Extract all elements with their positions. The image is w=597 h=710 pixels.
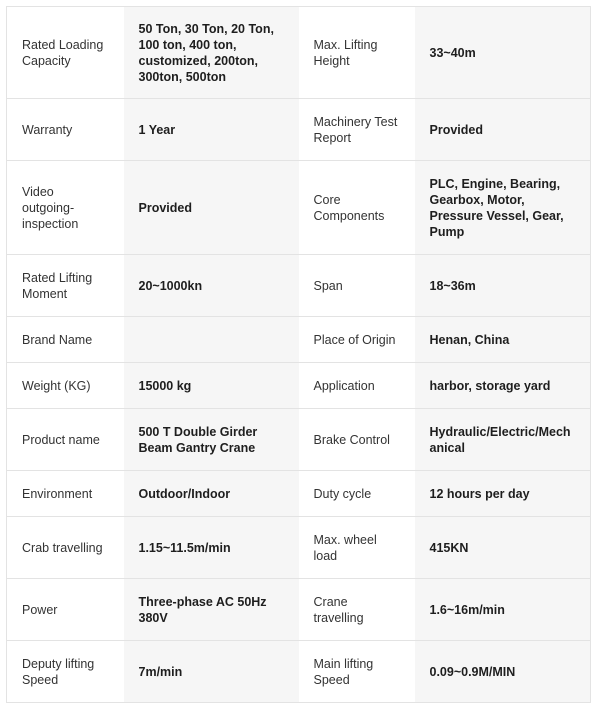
spec-label: Product name [7, 409, 124, 471]
spec-value: 33~40m [415, 7, 591, 99]
spec-value: harbor, storage yard [415, 363, 591, 409]
spec-label: Span [299, 255, 415, 317]
spec-label: Place of Origin [299, 317, 415, 363]
spec-label: Crane travelling [299, 579, 415, 641]
table-row [7, 471, 591, 517]
spec-value: 415KN [415, 517, 591, 579]
spec-label: Main lifting Speed [299, 641, 415, 703]
table-row [7, 363, 591, 409]
spec-value: 1 Year [124, 99, 299, 161]
table-row [7, 317, 591, 363]
spec-value: 12 hours per day [415, 471, 591, 517]
table-row [7, 641, 591, 703]
spec-value [124, 317, 299, 363]
spec-value: PLC, Engine, Bearing, Gearbox, Motor, Pressure Vessel, Gear, Pump [415, 161, 591, 255]
spec-label: Machinery Test Report [299, 99, 415, 161]
table-row [7, 517, 591, 579]
spec-label: Crab travelling [7, 517, 124, 579]
spec-table [6, 6, 591, 703]
spec-label: Environment [7, 471, 124, 517]
spec-label: Max. wheel load [299, 517, 415, 579]
spec-value: Three-phase AC 50Hz 380V [124, 579, 299, 641]
spec-value: Outdoor/Indoor [124, 471, 299, 517]
spec-label: Max. Lifting Height [299, 7, 415, 99]
spec-label: Brand Name [7, 317, 124, 363]
spec-label: Application [299, 363, 415, 409]
spec-label: Brake Control [299, 409, 415, 471]
spec-value: Provided [124, 161, 299, 255]
spec-label: Weight (KG) [7, 363, 124, 409]
spec-value: Henan, China [415, 317, 591, 363]
spec-value: 1.6~16m/min [415, 579, 591, 641]
spec-label: Power [7, 579, 124, 641]
spec-label: Duty cycle [299, 471, 415, 517]
spec-value: 500 T Double Girder Beam Gantry Crane [124, 409, 299, 471]
spec-value: 18~36m [415, 255, 591, 317]
table-row [7, 99, 591, 161]
spec-label: Rated Lifting Moment [7, 255, 124, 317]
spec-label: Rated Loading Capacity [7, 7, 124, 99]
table-row [7, 161, 591, 255]
spec-label: Warranty [7, 99, 124, 161]
spec-value: 20~1000kn [124, 255, 299, 317]
spec-value: 7m/min [124, 641, 299, 703]
table-row [7, 579, 591, 641]
table-row [7, 409, 591, 471]
spec-value: Hydraulic/Electric/Mechanical [415, 409, 591, 471]
spec-label: Core Components [299, 161, 415, 255]
table-row [7, 7, 591, 99]
spec-value: Provided [415, 99, 591, 161]
spec-label: Video outgoing-inspection [7, 161, 124, 255]
spec-label: Deputy lifting Speed [7, 641, 124, 703]
spec-value: 1.15~11.5m/min [124, 517, 299, 579]
spec-value: 0.09~0.9M/MIN [415, 641, 591, 703]
spec-value: 50 Ton, 30 Ton, 20 Ton, 100 ton, 400 ton, customized, 200ton, 300ton, 500ton [124, 7, 299, 99]
table-row [7, 255, 591, 317]
spec-value: 15000 kg [124, 363, 299, 409]
